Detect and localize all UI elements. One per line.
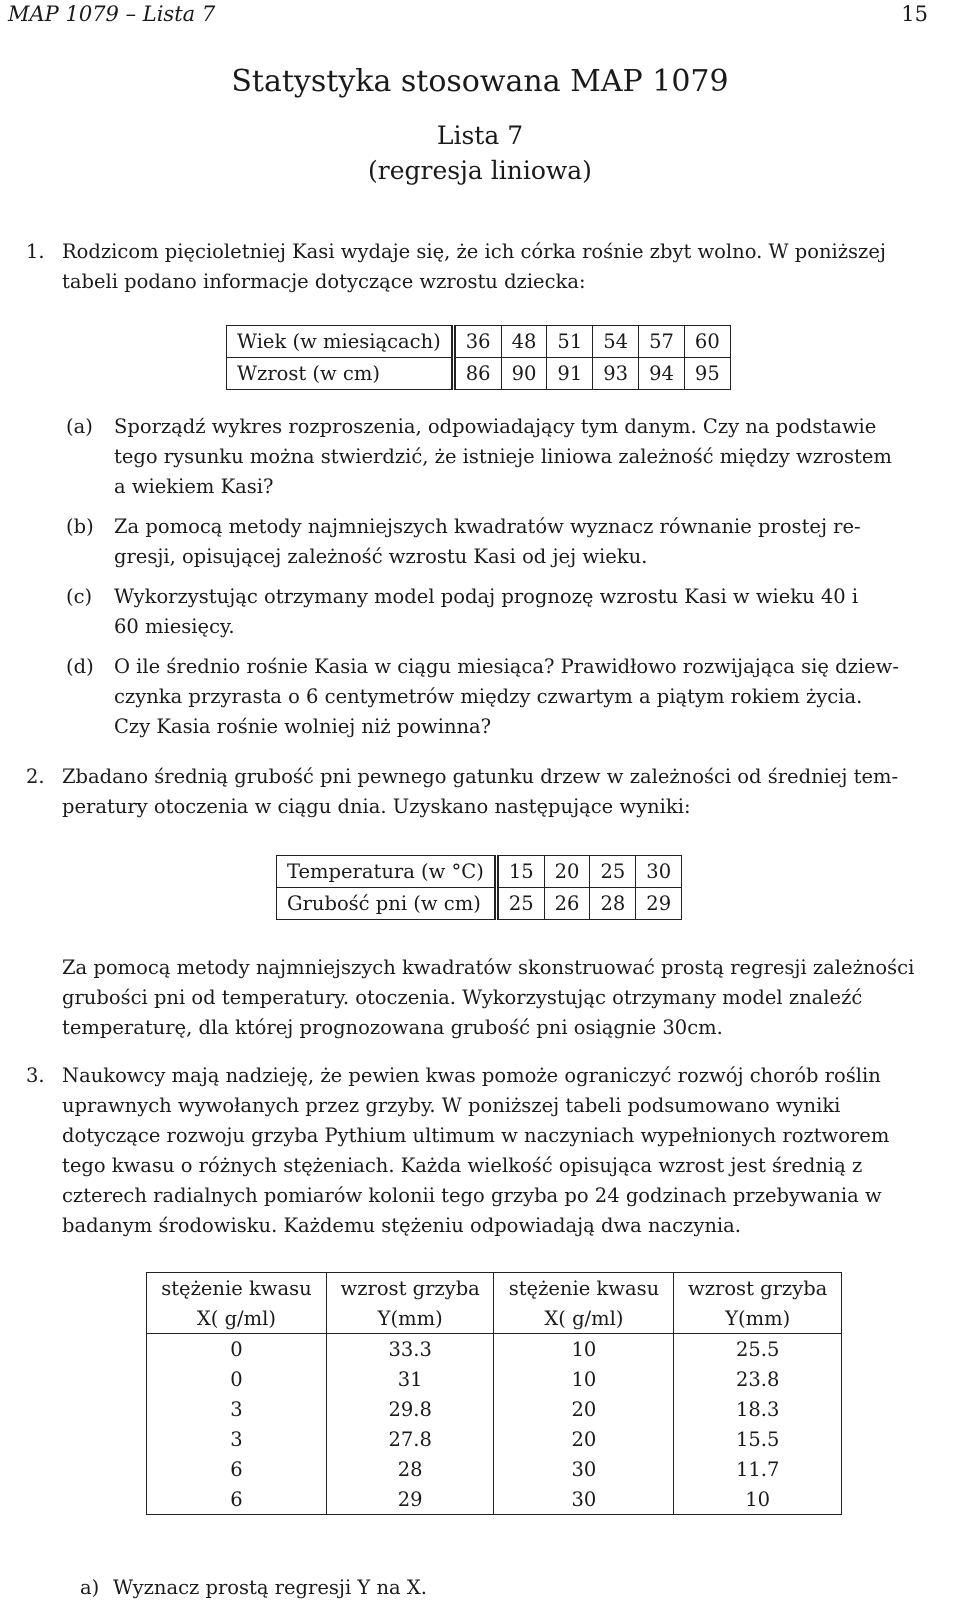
table-row xyxy=(147,1394,842,1424)
table-cell: 60 xyxy=(684,326,730,358)
table-cell: 25 xyxy=(590,856,636,888)
subitem-label: a) xyxy=(80,1576,100,1599)
table-cell: 91 xyxy=(547,358,593,390)
table-row xyxy=(227,326,731,358)
page-number: 15 xyxy=(901,2,928,26)
table-cell: 20 xyxy=(544,856,590,888)
table-cell: 0 xyxy=(147,1364,327,1394)
row-header: Wiek (w miesiącach) xyxy=(227,326,454,358)
row-header: Grubość pni (w cm) xyxy=(277,888,497,920)
problem-2-line: grubości pni od temperatury. otoczenia. Wykorzystując otrzymany model znaleźć xyxy=(62,986,863,1009)
table-row xyxy=(147,1424,842,1454)
table-row xyxy=(227,358,731,390)
table-cell: 30 xyxy=(494,1484,674,1515)
age-height-table xyxy=(226,325,731,390)
table-cell: 15 xyxy=(496,856,544,888)
subitem-label: (c) xyxy=(66,585,93,608)
subitem-line: tego rysunku można stwierdzić, że istnieje liniowa zależność między wzrostem xyxy=(114,445,892,468)
list-topic: (regresja liniowa) xyxy=(368,156,592,185)
problem-3-number: 3. xyxy=(26,1064,45,1087)
table-cell: 15.5 xyxy=(674,1424,842,1454)
table-cell: 26 xyxy=(544,888,590,920)
table-cell: 11.7 xyxy=(674,1454,842,1484)
table-cell: 10 xyxy=(494,1364,674,1394)
table-cell: 28 xyxy=(590,888,636,920)
table-row xyxy=(277,856,682,888)
table-cell: 54 xyxy=(593,326,639,358)
problem-2-line: Zbadano średnią grubość pni pewnego gatunku drzew w zależności od średniej tem- xyxy=(62,765,899,788)
subitem-label: (b) xyxy=(66,515,94,538)
row-header: Wzrost (w cm) xyxy=(227,358,454,390)
table-cell: 27.8 xyxy=(326,1424,494,1454)
table-cell: 20 xyxy=(494,1424,674,1454)
table-header-row xyxy=(147,1303,842,1334)
table-cell: 51 xyxy=(547,326,593,358)
subitem-line: Sporządź wykres rozproszenia, odpowiadający tym danym. Czy na podstawie xyxy=(114,415,877,438)
table-cell: 31 xyxy=(326,1364,494,1394)
table-cell: 25.5 xyxy=(674,1334,842,1365)
subitem-label: (a) xyxy=(66,415,93,438)
table-cell: 48 xyxy=(501,326,547,358)
table-cell: 6 xyxy=(147,1484,327,1515)
table-cell: 93 xyxy=(593,358,639,390)
table-row xyxy=(147,1484,842,1515)
table-header-row xyxy=(147,1273,842,1304)
problem-3-line: badanym środowisku. Każdemu stężeniu odpowiadają dwa naczynia. xyxy=(62,1214,741,1237)
table-cell: 90 xyxy=(501,358,547,390)
subitem-label: (d) xyxy=(66,655,94,678)
subitem-line: gresji, opisującej zależność wzrostu Kasi od jej wieku. xyxy=(114,545,648,568)
problem-2-line: Za pomocą metody najmniejszych kwadratów skonstruować prostą regresji zależności xyxy=(62,956,915,979)
subitem-line: 60 miesięcy. xyxy=(114,615,235,638)
table-cell: 29.8 xyxy=(326,1394,494,1424)
table-row xyxy=(147,1454,842,1484)
column-header: Y(mm) xyxy=(326,1303,494,1334)
table-cell: 3 xyxy=(147,1424,327,1454)
subitem-line: O ile średnio rośnie Kasia w ciągu miesiąca? Prawidłowo rozwijająca się dziew- xyxy=(114,655,899,678)
table-cell: 29 xyxy=(636,888,682,920)
table-cell: 0 xyxy=(147,1334,327,1365)
running-header: MAP 1079 – Lista 7 xyxy=(8,2,216,26)
subitem-line: Wyznacz prostą regresji Y na X. xyxy=(113,1576,427,1599)
table-cell: 95 xyxy=(684,358,730,390)
problem-1-number: 1. xyxy=(26,240,45,263)
column-header: wzrost grzyba xyxy=(674,1273,842,1304)
table-cell: 18.3 xyxy=(674,1394,842,1424)
table-cell: 36 xyxy=(453,326,501,358)
subitem-line: a wiekiem Kasi? xyxy=(114,475,274,498)
problem-1-line: Rodzicom pięcioletniej Kasi wydaje się, że ich córka rośnie zbyt wolno. W poniższej xyxy=(62,240,886,263)
column-header: stężenie kwasu xyxy=(494,1273,674,1304)
table-cell: 29 xyxy=(326,1484,494,1515)
list-number: Lista 7 xyxy=(436,121,524,150)
subitem-line: Za pomocą metody najmniejszych kwadratów wyznacz równanie prostej re- xyxy=(114,515,861,538)
table-cell: 3 xyxy=(147,1394,327,1424)
problem-3-line: tego kwasu o różnych stężeniach. Każda wielkość opisująca wzrost jest średnią z xyxy=(62,1154,863,1177)
problem-3-line: uprawnych wywołanych przez grzyby. W poniższej tabeli podsumowano wyniki xyxy=(62,1094,841,1117)
table-cell: 30 xyxy=(494,1454,674,1484)
table-row xyxy=(147,1334,842,1365)
column-header: X( g/ml) xyxy=(147,1303,327,1334)
problem-2-line: temperaturę, dla której prognozowana grubość pni osiągnie 30cm. xyxy=(62,1016,723,1039)
table-row xyxy=(277,888,682,920)
problem-1-line: tabeli podano informacje dotyczące wzrostu dziecka: xyxy=(62,270,586,293)
problem-3-line: dotyczące rozwoju grzyba Pythium ultimum w naczyniach wypełnionych roztworem xyxy=(62,1124,890,1147)
table-cell: 25 xyxy=(496,888,544,920)
subitem-line: Wykorzystując otrzymany model podaj prognozę wzrostu Kasi w wieku 40 i xyxy=(114,585,859,608)
table-cell: 6 xyxy=(147,1454,327,1484)
table-cell: 94 xyxy=(639,358,685,390)
table-cell: 10 xyxy=(494,1334,674,1365)
subitem-line: Czy Kasia rośnie wolniej niż powinna? xyxy=(114,715,492,738)
page-title: Statystyka stosowana MAP 1079 xyxy=(231,64,729,99)
table-cell: 23.8 xyxy=(674,1364,842,1394)
table-cell: 33.3 xyxy=(326,1334,494,1365)
column-header: wzrost grzyba xyxy=(326,1273,494,1304)
table-cell: 10 xyxy=(674,1484,842,1515)
table-cell: 20 xyxy=(494,1394,674,1424)
column-header: X( g/ml) xyxy=(494,1303,674,1334)
table-cell: 30 xyxy=(636,856,682,888)
table-row xyxy=(147,1364,842,1394)
column-header: stężenie kwasu xyxy=(147,1273,327,1304)
problem-3-line: czterech radialnych pomiarów kolonii tego grzyba po 24 godzinach przebywania w xyxy=(62,1184,882,1207)
row-header: Temperatura (w °C) xyxy=(277,856,497,888)
subitem-line: czynka przyrasta o 6 centymetrów między czwartym a piątym rokiem życia. xyxy=(114,685,863,708)
table-cell: 57 xyxy=(639,326,685,358)
problem-2-number: 2. xyxy=(26,765,45,788)
acid-fungus-table xyxy=(146,1272,842,1515)
problem-3-line: Naukowcy mają nadzieję, że pewien kwas pomoże ograniczyć rozwój chorób roślin xyxy=(62,1064,881,1087)
problem-2-line: peratury otoczenia w ciągu dnia. Uzyskano następujące wyniki: xyxy=(62,795,691,818)
column-header: Y(mm) xyxy=(674,1303,842,1334)
table-cell: 86 xyxy=(453,358,501,390)
table-cell: 28 xyxy=(326,1454,494,1484)
temperature-thickness-table xyxy=(276,855,682,920)
